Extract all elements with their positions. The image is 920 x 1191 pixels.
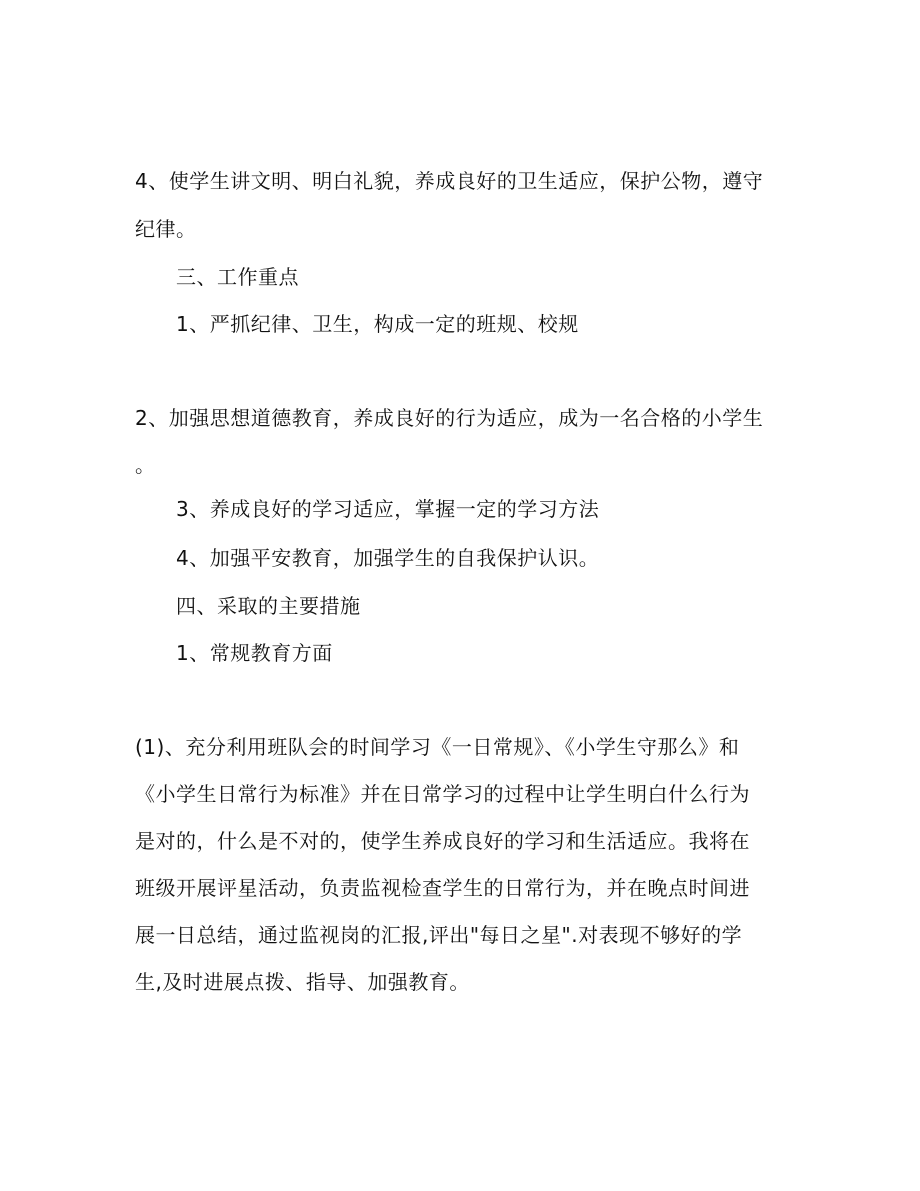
list-item: 1、常规教育方面 [176,641,333,665]
paragraph-line: (1)、充分利用班队会的时间学习《一日常规》、《小学生守那么》和 [135,735,740,759]
paragraph-line: 《小学生日常行为标准》并在日常学习的过程中让学生明白什么行为 [135,782,750,806]
paragraph-line: 是对的，什么是不对的，使学生养成良好的学习和生活适应。我将在 [135,829,750,853]
paragraph-line: 展一日总结，通过监视岗的汇报,评出"每日之星".对表现不够好的学 [135,923,743,947]
section-heading: 三、工作重点 [176,265,299,289]
list-item: 3、养成良好的学习适应，掌握一定的学习方法 [176,497,600,521]
list-item: 1、严抓纪律、卫生，构成一定的班规、校规 [176,312,579,336]
paragraph-line: 4、使学生讲文明、明白礼貌，养成良好的卫生适应，保护公物，遵守 [135,169,764,193]
list-item: 4、加强平安教育，加强学生的自我保护认识。 [176,546,600,570]
paragraph-line: 纪律。 [135,217,197,241]
paragraph-line: 2、加强思想道德教育，养成良好的行为适应，成为一名合格的小学生 [135,406,764,430]
section-heading: 四、采取的主要措施 [176,594,361,618]
paragraph-line: 。 [135,453,156,477]
paragraph-line: 生,及时进展点拨、指导、加强教育。 [135,970,470,994]
paragraph-line: 班级开展评星活动，负责监视检查学生的日常行为，并在晚点时间进 [135,876,750,900]
